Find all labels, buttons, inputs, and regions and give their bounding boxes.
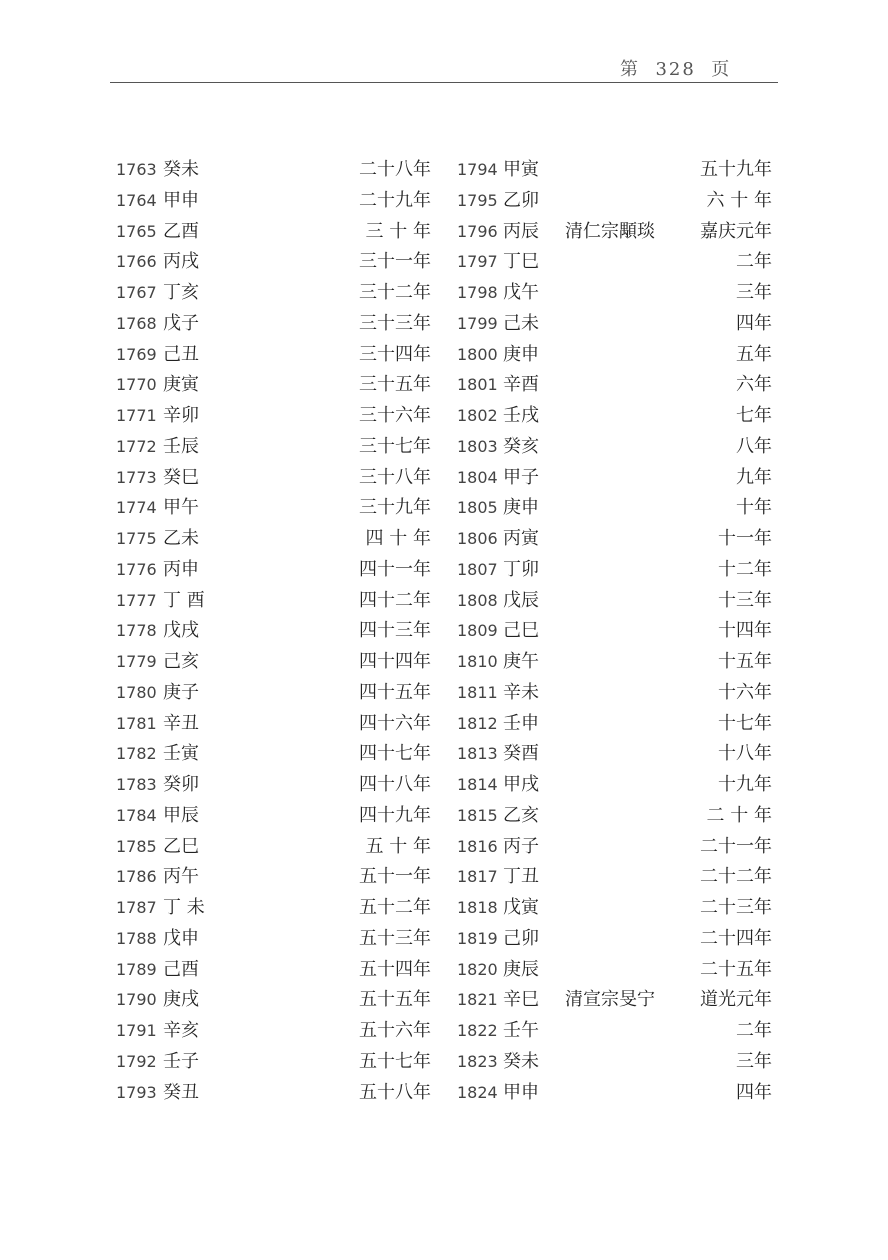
right-ganzhi-cell: 己卯 xyxy=(503,927,539,949)
left-reign-cell: 三十三年 xyxy=(359,312,431,334)
right-ganzhi-cell: 壬申 xyxy=(503,712,539,734)
right-reign-cell: 二年 xyxy=(736,251,772,273)
right-reign-cell: 八年 xyxy=(736,435,772,457)
left-ganzhi-cell: 庚寅 xyxy=(163,374,199,396)
right-ganzhi-cell: 甲申 xyxy=(503,1081,539,1103)
left-reign-cell: 五十七年 xyxy=(359,1050,431,1072)
left-ganzhi-cell: 乙酉 xyxy=(163,220,199,242)
right-year-cell: 1805 xyxy=(457,498,498,518)
right-ganzhi-cell: 己未 xyxy=(503,312,539,334)
table-row xyxy=(0,1016,888,1047)
right-reign-cell: 十年 xyxy=(736,497,772,519)
left-year-cell: 1770 xyxy=(116,375,157,395)
right-reign-cell: 二年 xyxy=(736,1020,772,1041)
left-reign-cell: 五十一年 xyxy=(359,866,431,888)
table-row xyxy=(0,217,888,248)
left-year-cell: 1775 xyxy=(116,529,157,548)
left-ganzhi-cell: 壬辰 xyxy=(163,435,199,457)
left-ganzhi-cell: 丙申 xyxy=(163,558,199,580)
left-ganzhi-cell: 乙巳 xyxy=(163,835,199,857)
right-reign-cell: 十五年 xyxy=(718,651,772,672)
left-ganzhi-cell: 己亥 xyxy=(163,651,199,672)
right-ganzhi-cell: 丁巳 xyxy=(503,251,539,273)
right-year-cell: 1794 xyxy=(457,160,498,179)
table-row xyxy=(0,524,888,555)
right-year-cell: 1812 xyxy=(457,713,498,733)
table-row xyxy=(0,647,888,678)
left-reign-cell: 三 十 年 xyxy=(365,220,431,242)
chronology-table xyxy=(0,155,888,1108)
table-row xyxy=(0,678,888,709)
right-ganzhi-cell: 庚午 xyxy=(503,651,539,672)
table-row xyxy=(0,955,888,986)
right-ganzhi-cell: 丁丑 xyxy=(503,866,539,888)
right-ganzhi-cell: 乙卯 xyxy=(503,189,539,211)
right-ganzhi-cell: 庚辰 xyxy=(503,958,539,980)
left-year-cell: 1773 xyxy=(116,467,157,487)
right-reign-cell: 六 十 年 xyxy=(706,189,772,211)
right-ganzhi-cell: 甲子 xyxy=(503,466,539,488)
right-year-cell: 1809 xyxy=(457,621,498,641)
right-reign-cell: 二 十 年 xyxy=(706,804,772,826)
table-row xyxy=(0,432,888,463)
right-year-cell: 1820 xyxy=(457,959,498,979)
right-year-cell: 1816 xyxy=(457,836,498,856)
right-year-cell: 1810 xyxy=(457,652,498,671)
table-row xyxy=(0,186,888,217)
right-year-cell: 1819 xyxy=(457,928,498,948)
left-reign-cell: 五 十 年 xyxy=(365,835,431,857)
right-year-cell: 1806 xyxy=(457,529,498,548)
right-ganzhi-cell: 庚申 xyxy=(503,343,539,365)
left-reign-cell: 四十二年 xyxy=(359,589,431,611)
right-ganzhi-cell: 庚申 xyxy=(503,497,539,519)
table-row xyxy=(0,893,888,924)
right-year-cell: 1798 xyxy=(457,283,498,302)
table-row xyxy=(0,155,888,186)
left-year-cell: 1764 xyxy=(116,190,157,210)
left-year-cell: 1780 xyxy=(116,682,157,702)
left-reign-cell: 五十六年 xyxy=(359,1020,431,1041)
left-reign-cell: 三十六年 xyxy=(359,405,431,426)
right-year-cell: 1799 xyxy=(457,313,498,333)
left-year-cell: 1776 xyxy=(116,559,157,579)
left-ganzhi-cell: 丁 未 xyxy=(163,897,205,918)
right-ganzhi-cell: 癸亥 xyxy=(503,435,539,457)
left-ganzhi-cell: 戊申 xyxy=(163,927,199,949)
left-year-cell: 1771 xyxy=(116,406,157,425)
table-row xyxy=(0,985,888,1016)
right-reign-cell: 七年 xyxy=(736,405,772,426)
right-reign-cell: 十四年 xyxy=(718,620,772,642)
table-row xyxy=(0,709,888,740)
table-row xyxy=(0,586,888,617)
table-row xyxy=(0,370,888,401)
left-reign-cell: 五十八年 xyxy=(359,1081,431,1103)
right-reign-cell: 十八年 xyxy=(718,743,772,765)
right-ganzhi-cell: 癸未 xyxy=(503,1050,539,1072)
left-reign-cell: 五十五年 xyxy=(359,989,431,1011)
left-ganzhi-cell: 乙未 xyxy=(163,528,199,549)
right-ganzhi-cell: 丙寅 xyxy=(503,528,539,549)
right-year-cell: 1808 xyxy=(457,590,498,610)
left-reign-cell: 三十一年 xyxy=(359,251,431,273)
left-ganzhi-cell: 辛卯 xyxy=(163,405,199,426)
left-year-cell: 1781 xyxy=(116,713,157,733)
right-year-cell: 1796 xyxy=(457,221,498,241)
left-ganzhi-cell: 丁 酉 xyxy=(163,589,205,611)
right-ganzhi-cell: 甲寅 xyxy=(503,159,539,180)
left-reign-cell: 四十一年 xyxy=(359,558,431,580)
left-ganzhi-cell: 癸丑 xyxy=(163,1081,199,1103)
right-reign-cell: 二十四年 xyxy=(700,927,772,949)
left-reign-cell: 五十三年 xyxy=(359,927,431,949)
right-ganzhi-cell: 戊辰 xyxy=(503,589,539,611)
left-ganzhi-cell: 甲辰 xyxy=(163,804,199,826)
left-reign-cell: 四十五年 xyxy=(359,681,431,703)
right-reign-cell: 十七年 xyxy=(718,712,772,734)
left-ganzhi-cell: 戊子 xyxy=(163,312,199,334)
right-reign-cell: 二十二年 xyxy=(700,866,772,888)
right-reign-cell: 二十三年 xyxy=(700,897,772,918)
left-reign-cell: 三十二年 xyxy=(359,282,431,303)
left-year-cell: 1782 xyxy=(116,744,157,764)
left-reign-cell: 五十二年 xyxy=(359,897,431,918)
right-reign-cell: 十二年 xyxy=(718,558,772,580)
left-reign-cell: 三十五年 xyxy=(359,374,431,396)
left-reign-cell: 五十四年 xyxy=(359,958,431,980)
left-reign-cell: 四十七年 xyxy=(359,743,431,765)
right-ganzhi-cell: 辛未 xyxy=(503,681,539,703)
right-ganzhi-cell: 戊午 xyxy=(503,282,539,303)
table-row xyxy=(0,309,888,340)
left-ganzhi-cell: 癸巳 xyxy=(163,466,199,488)
left-year-cell: 1788 xyxy=(116,928,157,948)
left-ganzhi-cell: 戊戌 xyxy=(163,620,199,642)
left-ganzhi-cell: 丙戌 xyxy=(163,251,199,273)
right-ganzhi-cell: 壬戌 xyxy=(503,405,539,426)
left-reign-cell: 三十八年 xyxy=(359,466,431,488)
left-reign-cell: 四十三年 xyxy=(359,620,431,642)
left-ganzhi-cell: 丙午 xyxy=(163,866,199,888)
left-year-cell: 1787 xyxy=(116,898,157,917)
right-year-cell: 1807 xyxy=(457,559,498,579)
table-row xyxy=(0,770,888,801)
right-ganzhi-cell: 戊寅 xyxy=(503,897,539,918)
right-ganzhi-cell: 丙子 xyxy=(503,835,539,857)
right-year-cell: 1824 xyxy=(457,1082,498,1102)
left-year-cell: 1763 xyxy=(116,160,157,179)
left-reign-cell: 三十四年 xyxy=(359,343,431,365)
right-year-cell: 1811 xyxy=(457,682,498,702)
right-ganzhi-cell: 己巳 xyxy=(503,620,539,642)
right-reign-cell: 二十五年 xyxy=(700,958,772,980)
right-year-cell: 1817 xyxy=(457,867,498,887)
right-year-cell: 1823 xyxy=(457,1051,498,1071)
table-row xyxy=(0,247,888,278)
left-ganzhi-cell: 己丑 xyxy=(163,343,199,365)
table-row xyxy=(0,401,888,432)
left-year-cell: 1767 xyxy=(116,283,157,302)
left-ganzhi-cell: 癸卯 xyxy=(163,774,199,795)
left-year-cell: 1793 xyxy=(116,1082,157,1102)
right-year-cell: 1818 xyxy=(457,898,498,917)
right-reign-cell: 三年 xyxy=(736,1050,772,1072)
table-row xyxy=(0,924,888,955)
left-reign-cell: 四十四年 xyxy=(359,651,431,672)
page-label-suffix: 页 xyxy=(711,59,732,80)
right-year-cell: 1803 xyxy=(457,436,498,456)
right-reign-cell: 嘉庆元年 xyxy=(700,220,772,242)
right-reign-cell: 四年 xyxy=(736,1081,772,1103)
right-reign-cell: 道光元年 xyxy=(700,989,772,1011)
right-ganzhi-cell: 辛酉 xyxy=(503,374,539,396)
left-year-cell: 1774 xyxy=(116,498,157,518)
left-year-cell: 1783 xyxy=(116,775,157,794)
right-ganzhi-cell: 甲戌 xyxy=(503,774,539,795)
left-ganzhi-cell: 己酉 xyxy=(163,958,199,980)
table-row xyxy=(0,739,888,770)
right-emperor-cell: 清宣宗旻宁 xyxy=(565,989,655,1011)
left-year-cell: 1779 xyxy=(116,652,157,671)
left-year-cell: 1772 xyxy=(116,436,157,456)
left-reign-cell: 三十七年 xyxy=(359,435,431,457)
left-year-cell: 1791 xyxy=(116,1021,157,1040)
left-ganzhi-cell: 甲申 xyxy=(163,189,199,211)
left-reign-cell: 四十九年 xyxy=(359,804,431,826)
right-reign-cell: 三年 xyxy=(736,282,772,303)
left-ganzhi-cell: 壬子 xyxy=(163,1050,199,1072)
right-year-cell: 1802 xyxy=(457,406,498,425)
right-ganzhi-cell: 壬午 xyxy=(503,1020,539,1041)
table-row xyxy=(0,463,888,494)
left-year-cell: 1765 xyxy=(116,221,157,241)
right-reign-cell: 六年 xyxy=(736,374,772,396)
table-row xyxy=(0,555,888,586)
left-year-cell: 1778 xyxy=(116,621,157,641)
right-reign-cell: 九年 xyxy=(736,466,772,488)
right-year-cell: 1804 xyxy=(457,467,498,487)
header-rule xyxy=(110,82,778,83)
right-ganzhi-cell: 癸酉 xyxy=(503,743,539,765)
table-row xyxy=(0,862,888,893)
right-reign-cell: 五十九年 xyxy=(700,159,772,180)
right-ganzhi-cell: 辛巳 xyxy=(503,989,539,1011)
left-reign-cell: 四十八年 xyxy=(359,774,431,795)
left-year-cell: 1784 xyxy=(116,805,157,825)
table-row xyxy=(0,616,888,647)
page-label-prefix: 第 xyxy=(620,59,640,80)
right-ganzhi-cell: 丁卯 xyxy=(503,558,539,580)
left-ganzhi-cell: 癸未 xyxy=(163,159,199,180)
right-year-cell: 1800 xyxy=(457,344,498,364)
table-row xyxy=(0,340,888,371)
right-year-cell: 1801 xyxy=(457,375,498,395)
right-reign-cell: 十六年 xyxy=(718,681,772,703)
table-row xyxy=(0,1047,888,1078)
right-year-cell: 1814 xyxy=(457,775,498,794)
left-year-cell: 1769 xyxy=(116,344,157,364)
left-year-cell: 1777 xyxy=(116,590,157,610)
left-year-cell: 1789 xyxy=(116,959,157,979)
right-ganzhi-cell: 丙辰 xyxy=(503,220,539,242)
right-ganzhi-cell: 乙亥 xyxy=(503,804,539,826)
right-reign-cell: 五年 xyxy=(736,343,772,365)
page-number-header xyxy=(620,55,731,81)
left-ganzhi-cell: 壬寅 xyxy=(163,743,199,765)
left-ganzhi-cell: 庚戌 xyxy=(163,989,199,1011)
table-row xyxy=(0,832,888,863)
left-reign-cell: 二十八年 xyxy=(359,159,431,180)
left-year-cell: 1786 xyxy=(116,867,157,887)
left-year-cell: 1768 xyxy=(116,313,157,333)
left-reign-cell: 四十六年 xyxy=(359,712,431,734)
left-ganzhi-cell: 丁亥 xyxy=(163,282,199,303)
right-reign-cell: 十三年 xyxy=(718,589,772,611)
table-row xyxy=(0,1078,888,1109)
left-ganzhi-cell: 甲午 xyxy=(163,497,199,519)
right-year-cell: 1815 xyxy=(457,805,498,825)
right-year-cell: 1797 xyxy=(457,252,498,272)
table-row xyxy=(0,493,888,524)
left-reign-cell: 二十九年 xyxy=(359,189,431,211)
right-year-cell: 1822 xyxy=(457,1021,498,1040)
left-ganzhi-cell: 辛亥 xyxy=(163,1020,199,1041)
left-reign-cell: 三十九年 xyxy=(359,497,431,519)
left-year-cell: 1785 xyxy=(116,836,157,856)
right-reign-cell: 二十一年 xyxy=(700,835,772,857)
right-year-cell: 1813 xyxy=(457,744,498,764)
right-reign-cell: 四年 xyxy=(736,312,772,334)
right-reign-cell: 十九年 xyxy=(718,774,772,795)
right-year-cell: 1795 xyxy=(457,190,498,210)
right-year-cell: 1821 xyxy=(457,990,498,1010)
left-reign-cell: 四 十 年 xyxy=(365,528,431,549)
table-row xyxy=(0,278,888,309)
right-reign-cell: 十一年 xyxy=(718,528,772,549)
page-number: 328 xyxy=(655,59,696,80)
table-row xyxy=(0,801,888,832)
left-year-cell: 1766 xyxy=(116,252,157,272)
left-ganzhi-cell: 辛丑 xyxy=(163,712,199,734)
right-emperor-cell: 清仁宗顒琰 xyxy=(565,220,655,242)
left-ganzhi-cell: 庚子 xyxy=(163,681,199,703)
left-year-cell: 1790 xyxy=(116,990,157,1010)
left-year-cell: 1792 xyxy=(116,1051,157,1071)
